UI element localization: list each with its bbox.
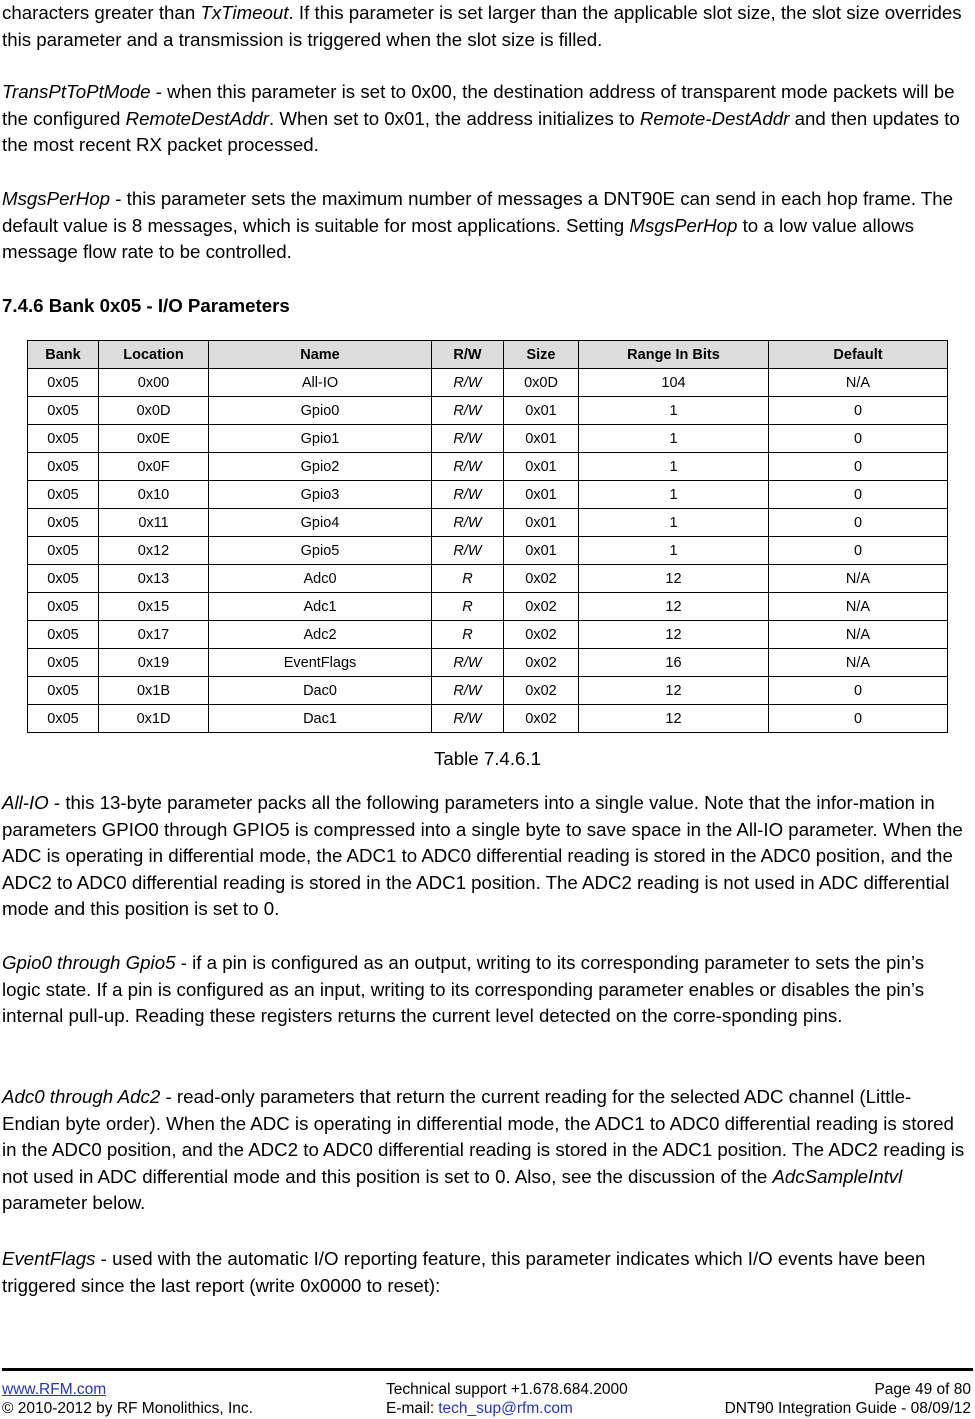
cell-bank: 0x05 (28, 509, 99, 537)
copyright: © 2010-2012 by RF Monolithics, Inc. (2, 1400, 253, 1417)
cell-range: 12 (579, 677, 769, 705)
cell-rw: R/W (432, 453, 504, 481)
cell-location: 0x10 (99, 481, 209, 509)
cell-default: 0 (769, 537, 948, 565)
cell-range: 12 (579, 705, 769, 733)
cell-range: 1 (579, 509, 769, 537)
cell-location: 0x1D (99, 705, 209, 733)
cell-location: 0x17 (99, 621, 209, 649)
term-adcsampleintvl: AdcSampleIntvl (772, 1165, 903, 1187)
cell-rw: R/W (432, 369, 504, 397)
cell-bank: 0x05 (28, 369, 99, 397)
cell-range: 1 (579, 537, 769, 565)
cell-range: 12 (579, 621, 769, 649)
cell-default: N/A (769, 565, 948, 593)
cell-bank: 0x05 (28, 425, 99, 453)
table-row (28, 425, 948, 453)
cell-size: 0x02 (504, 705, 579, 733)
table-row (28, 481, 948, 509)
term-msgsperhop: MsgsPerHop (2, 188, 111, 209)
page-number: Page 49 of 80 (874, 1381, 971, 1398)
paragraph-msgsperhop: MsgsPerHop - this parameter sets the maximum number of messages a DNT90E can send in each hop frame. The default value is 8 messages, which is suitable for most applications. Setting MsgsPerHop to a low value allows message flow rate to be controlled. (2, 188, 954, 262)
cell-bank: 0x05 (28, 649, 99, 677)
cell-rw: R/W (432, 425, 504, 453)
term-remotedestaddr-2: Remote-DestAddr (639, 107, 790, 129)
term-msgsperhop-2: MsgsPerHop (629, 214, 738, 236)
cell-size: 0x02 (504, 621, 579, 649)
cell-rw: R/W (432, 397, 504, 425)
cell-name: EventFlags (209, 649, 432, 677)
cell-size: 0x01 (504, 509, 579, 537)
cell-bank: 0x05 (28, 481, 99, 509)
cell-name: Gpio0 (209, 397, 432, 425)
header-default: Default (769, 341, 948, 369)
table-row (28, 369, 948, 397)
header-name: Name (209, 341, 432, 369)
cell-default: N/A (769, 369, 948, 397)
support-phone: Technical support +1.678.684.2000 (386, 1381, 628, 1398)
paragraph-transpttoptmode: TransPtToPtMode - when this parameter is set to 0x00, the destination address of transparent mode packets will be the configured RemoteDestAddr. When set to 0x01, the address initializes to Remote-DestAddr and then updates to the most recent RX packet processed. (2, 81, 960, 155)
cell-location: 0x11 (99, 509, 209, 537)
cell-name: Gpio2 (209, 453, 432, 481)
term-all-io: All-IO (2, 792, 49, 813)
cell-range: 104 (579, 369, 769, 397)
cell-range: 12 (579, 565, 769, 593)
cell-rw: R (432, 593, 504, 621)
cell-rw: R/W (432, 649, 504, 677)
cell-location: 0x19 (99, 649, 209, 677)
header-size: Size (504, 341, 579, 369)
website-link[interactable]: www.RFM.com (2, 1381, 107, 1398)
cell-location: 0x1B (99, 677, 209, 705)
cell-bank: 0x05 (28, 565, 99, 593)
table-row (28, 537, 948, 565)
cell-size: 0x02 (504, 593, 579, 621)
cell-range: 1 (579, 481, 769, 509)
cell-location: 0x0D (99, 397, 209, 425)
cell-size: 0x0D (504, 369, 579, 397)
cell-default: 0 (769, 677, 948, 705)
header-range: Range In Bits (579, 341, 769, 369)
term-txtimeout: TxTimeout (200, 2, 289, 23)
term-remotedestaddr: RemoteDestAddr (125, 107, 269, 129)
cell-size: 0x02 (504, 677, 579, 705)
cell-location: 0x15 (99, 593, 209, 621)
cell-rw: R (432, 621, 504, 649)
cell-name: Gpio5 (209, 537, 432, 565)
footer-divider (2, 1368, 973, 1371)
table-row (28, 677, 948, 705)
cell-default: 0 (769, 453, 948, 481)
cell-size: 0x01 (504, 453, 579, 481)
paragraph-txtimeout: characters greater than TxTimeout. If this parameter is set larger than the applicable slot size, the slot size overrides this parameter and a transmission is triggered when the slot size is filled. (2, 2, 962, 50)
table-row (28, 565, 948, 593)
term-eventflags: EventFlags (2, 1248, 96, 1269)
cell-size: 0x01 (504, 425, 579, 453)
email-link[interactable]: tech_sup@rfm.com (438, 1400, 573, 1417)
email-block (386, 1399, 573, 1419)
table-row (28, 593, 948, 621)
cell-size: 0x01 (504, 397, 579, 425)
io-parameters-table (27, 340, 948, 733)
table-row (28, 509, 948, 537)
table-row (28, 649, 948, 677)
table-row (28, 621, 948, 649)
cell-rw: R/W (432, 705, 504, 733)
cell-default: N/A (769, 649, 948, 677)
cell-range: 1 (579, 397, 769, 425)
paragraph-eventflags: EventFlags - used with the automatic I/O reporting feature, this parameter indicates which I/O events have been triggered since the last report (write 0x0000 to reset): (2, 1248, 926, 1296)
cell-rw: R/W (432, 677, 504, 705)
cell-range: 1 (579, 453, 769, 481)
cell-range: 16 (579, 649, 769, 677)
cell-size: 0x01 (504, 481, 579, 509)
cell-location: 0x0F (99, 453, 209, 481)
cell-rw: R/W (432, 509, 504, 537)
paragraph-all-io: All-IO - this 13-byte parameter packs all the following parameters into a single value. Note that the infor-mation in parameters GPIO0 through GPIO5 is compressed into a single byte to save space in the All-IO parameter. When the ADC is operating in differential mode, the ADC1 to ADC0 differential reading is stored in the ADC0 position, and the ADC2 to ADC0 differential reading is stored in the ADC1 position. The ADC2 reading is not used in ADC differential mode and this position is set to 0. (2, 792, 963, 919)
cell-location: 0x0E (99, 425, 209, 453)
cell-bank: 0x05 (28, 677, 99, 705)
cell-name: Adc1 (209, 593, 432, 621)
cell-default: 0 (769, 397, 948, 425)
table-header-row (28, 341, 948, 369)
cell-bank: 0x05 (28, 705, 99, 733)
cell-location: 0x13 (99, 565, 209, 593)
cell-name: Dac1 (209, 705, 432, 733)
cell-bank: 0x05 (28, 397, 99, 425)
header-location: Location (99, 341, 209, 369)
cell-default: N/A (769, 621, 948, 649)
cell-default: 0 (769, 509, 948, 537)
cell-default: N/A (769, 593, 948, 621)
header-rw: R/W (432, 341, 504, 369)
cell-name: Dac0 (209, 677, 432, 705)
cell-name: Gpio1 (209, 425, 432, 453)
paragraph-adc: Adc0 through Adc2 - read-only parameters that return the current reading for the selected ADC channel (Little-Endian byte order). When the ADC is operating in differential mode, the ADC1 to ADC0 differential reading is stored in the ADC0 position, and the ADC2 to ADC0 differential reading is stored in the ADC1 position. The ADC2 reading is not used in ADC differential mode and this position is set to 0. Also, see the discussion of the AdcSampleIntvl parameter below. (2, 1086, 965, 1213)
cell-location: 0x00 (99, 369, 209, 397)
term-adc: Adc0 through Adc2 (2, 1086, 161, 1107)
cell-bank: 0x05 (28, 537, 99, 565)
table-row (28, 705, 948, 733)
cell-size: 0x02 (504, 649, 579, 677)
section-heading: 7.4.6 Bank 0x05 - I/O Parameters (2, 295, 290, 316)
cell-bank: 0x05 (28, 621, 99, 649)
cell-bank: 0x05 (28, 593, 99, 621)
header-bank: Bank (28, 341, 99, 369)
cell-rw: R/W (432, 481, 504, 509)
table-body (28, 369, 948, 733)
cell-range: 12 (579, 593, 769, 621)
term-gpio: Gpio0 through Gpio5 (2, 952, 176, 973)
cell-size: 0x02 (504, 565, 579, 593)
cell-name: Gpio3 (209, 481, 432, 509)
table-row (28, 397, 948, 425)
cell-location: 0x12 (99, 537, 209, 565)
cell-name: Adc2 (209, 621, 432, 649)
cell-default: 0 (769, 481, 948, 509)
cell-rw: R/W (432, 537, 504, 565)
cell-bank: 0x05 (28, 453, 99, 481)
term-transpttoptmode: TransPtToPtMode (2, 81, 151, 102)
cell-name: Gpio4 (209, 509, 432, 537)
cell-name: All-IO (209, 369, 432, 397)
cell-rw: R (432, 565, 504, 593)
paragraph-gpio: Gpio0 through Gpio5 - if a pin is configured as an output, writing to its corresponding parameter to sets the pin’s logic state. If a pin is configured as an input, writing to its corresponding parameter enables or disables the pin’s internal pull-up. Reading these registers returns the current level detected on the corre-sponding pins. (2, 952, 925, 1026)
cell-default: 0 (769, 425, 948, 453)
cell-range: 1 (579, 425, 769, 453)
guide-title: DNT90 Integration Guide - 08/09/12 (724, 1400, 971, 1417)
cell-name: Adc0 (209, 565, 432, 593)
cell-size: 0x01 (504, 537, 579, 565)
cell-default: 0 (769, 705, 948, 733)
table-row (28, 453, 948, 481)
table-caption: Table 7.4.6.1 (433, 748, 541, 769)
email-label: E-mail: (386, 1400, 435, 1417)
